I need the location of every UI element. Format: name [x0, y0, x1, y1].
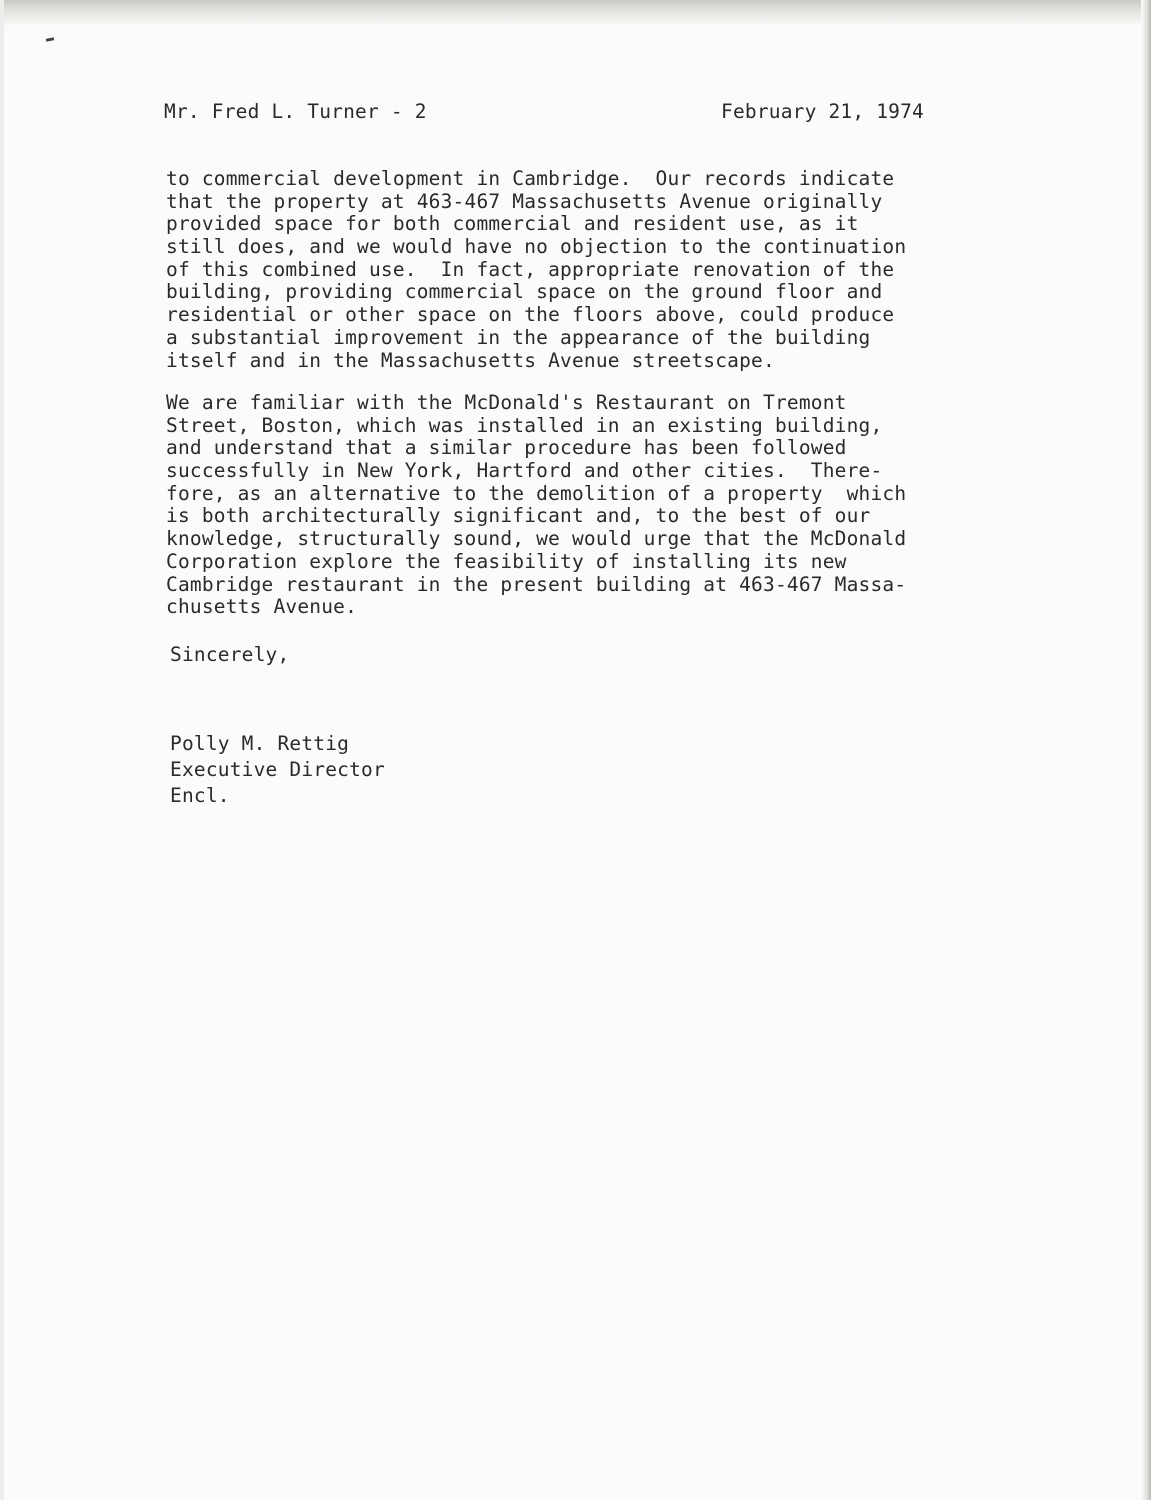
closing-salutation: Sincerely,: [170, 643, 290, 666]
paragraph-line: is both architecturally significant and, to the best of our: [166, 504, 871, 528]
recipient-page-line: Mr. Fred L. Turner - 2: [164, 100, 427, 123]
body-paragraph-2: [166, 392, 1016, 619]
paragraph-line: building, providing commercial space on the ground floor and: [166, 280, 883, 304]
paragraph-line: of this combined use. In fact, appropriate renovation of the: [166, 257, 895, 281]
signer-title: Executive Director: [170, 758, 385, 781]
enclosure-note: Encl.: [170, 784, 230, 807]
paragraph-line: itself and in the Massachusetts Avenue streetscape.: [166, 348, 775, 372]
paragraph-line: chusetts Avenue.: [166, 595, 358, 619]
paragraph-line: knowledge, structurally sound, we would urge that the McDonald: [166, 527, 907, 551]
paragraph-line: Cambridge restaurant in the present building at 463-467 Massa-: [166, 572, 907, 596]
paragraph-line: successfully in New York, Hartford and other cities. There-: [166, 459, 883, 483]
body-paragraph-1: [166, 168, 1016, 372]
paragraph-line: residential or other space on the floors above, could produce: [166, 303, 895, 327]
letter-date: February 21, 1974: [721, 100, 924, 123]
paragraph-line: still does, and we would have no objection to the continuation: [166, 235, 907, 259]
scan-edge-left: [0, 0, 4, 1500]
paragraph-line: fore, as an alternative to the demolition of a property which: [166, 481, 907, 505]
paragraph-line: provided space for both commercial and resident use, as it: [166, 212, 859, 236]
ink-mark: [46, 37, 54, 42]
paragraph-line: that the property at 463-467 Massachusetts Avenue originally: [166, 189, 883, 213]
scan-edge-top: [0, 0, 1151, 26]
paragraph-line: Street, Boston, which was installed in an existing building,: [166, 413, 883, 437]
signer-name: Polly M. Rettig: [170, 732, 350, 755]
paragraph-line: We are familiar with the McDonald's Restaurant on Tremont: [166, 391, 847, 414]
signature-block: [170, 731, 385, 809]
paragraph-line: and understand that a similar procedure has been followed: [166, 436, 847, 460]
paragraph-line: Corporation explore the feasibility of installing its new: [166, 549, 847, 573]
paragraph-line: to commercial development in Cambridge. Our records indicate: [166, 167, 895, 190]
scan-edge-right: [1141, 0, 1151, 1500]
letter-header: [164, 100, 954, 128]
paragraph-line: a substantial improvement in the appearance of the building: [166, 325, 871, 349]
